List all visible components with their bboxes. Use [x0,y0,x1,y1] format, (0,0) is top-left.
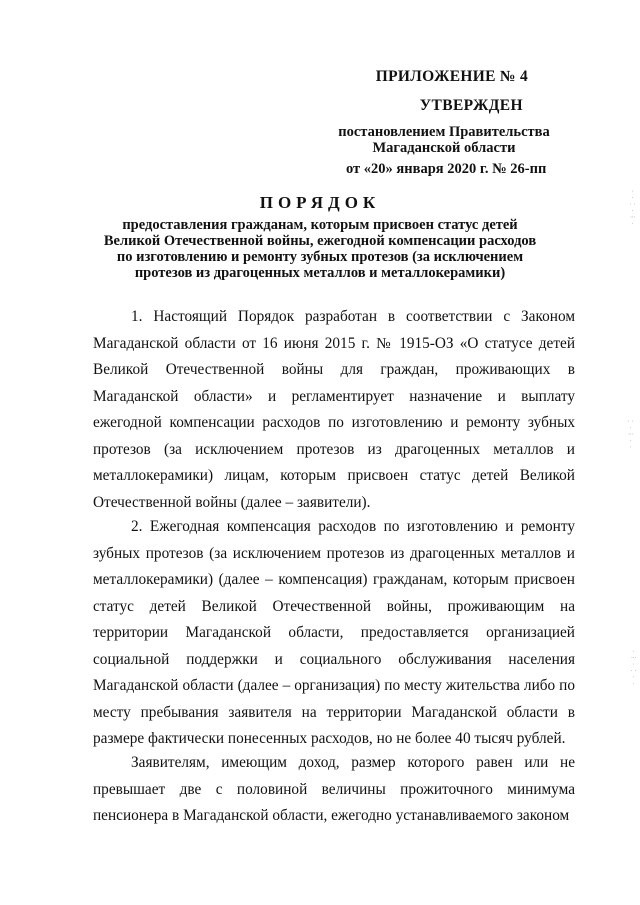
scan-artifact: ⁚ · ⁝ · · [626,420,634,450]
document-subtitle: предоставления гражданам, которым присвоен статус детей Великой Отечественной войны, ежегодной компенсации расходов по изготовлению и ремонту зубных протезов (за исключением протезов из драгоценных металлов и металлокерамики) [103,217,537,281]
paragraph-text: 1. Настоящий Порядок разработан в соответствии с Законом Магаданской области от 16 июня 2015 г. № 1915-ОЗ «О статусе детей Великой Отечественной войны для граждан, проживающих в Магаданской области» и регламентирует назначение и выплату ежегодной компенсации расходов по изготовлению и ремонту зубных протезов (за исключением протезов из драгоценных металлов и металлокерамики) лицам, которым присвоен статус детей Великой Отечественной войны (далее – заявители). [93,308,575,511]
paragraph-1 [93,304,575,516]
paragraph-2 [93,514,575,753]
approved-date: от «20» января 2020 г. № 26-пп [346,161,547,177]
scan-artifact: · · ⁚ · ⁝ · [628,190,636,226]
paragraph-text: Заявителям, имеющим доход, размер которого равен или не превышает две с половиной величины прожиточного минимума пенсионера в Магаданской области, ежегодно устанавливаемого законом [93,754,575,824]
approved-by: постановлением Правительства Магаданской области [338,124,550,156]
appendix-label: ПРИЛОЖЕНИЕ № 4 [375,68,528,85]
document-title: ПОРЯДОК [259,193,381,212]
scan-artifact: · ⁝ · ⁚ · · [629,650,637,686]
approved-label: УТВЕРЖДЕН [419,97,523,114]
paragraph-3 [93,750,575,830]
paragraph-text: 2. Ежегодная компенсация расходов по изготовлению и ремонту зубных протезов (за исключением протезов из драгоценных металлов и металлокерамики) (далее – компенсация) гражданам, которым присвоен статус детей Великой Отечественной войны, проживающим на территории Магаданской области, предоставляется организацией социальной поддержки и социального обслуживания населения Магаданской области (далее – организация) по месту жительства либо по месту пребывания заявителя на территории Магаданской области в размере фактически понесенных расходов, но не более 40 тысяч рублей. [93,518,575,747]
